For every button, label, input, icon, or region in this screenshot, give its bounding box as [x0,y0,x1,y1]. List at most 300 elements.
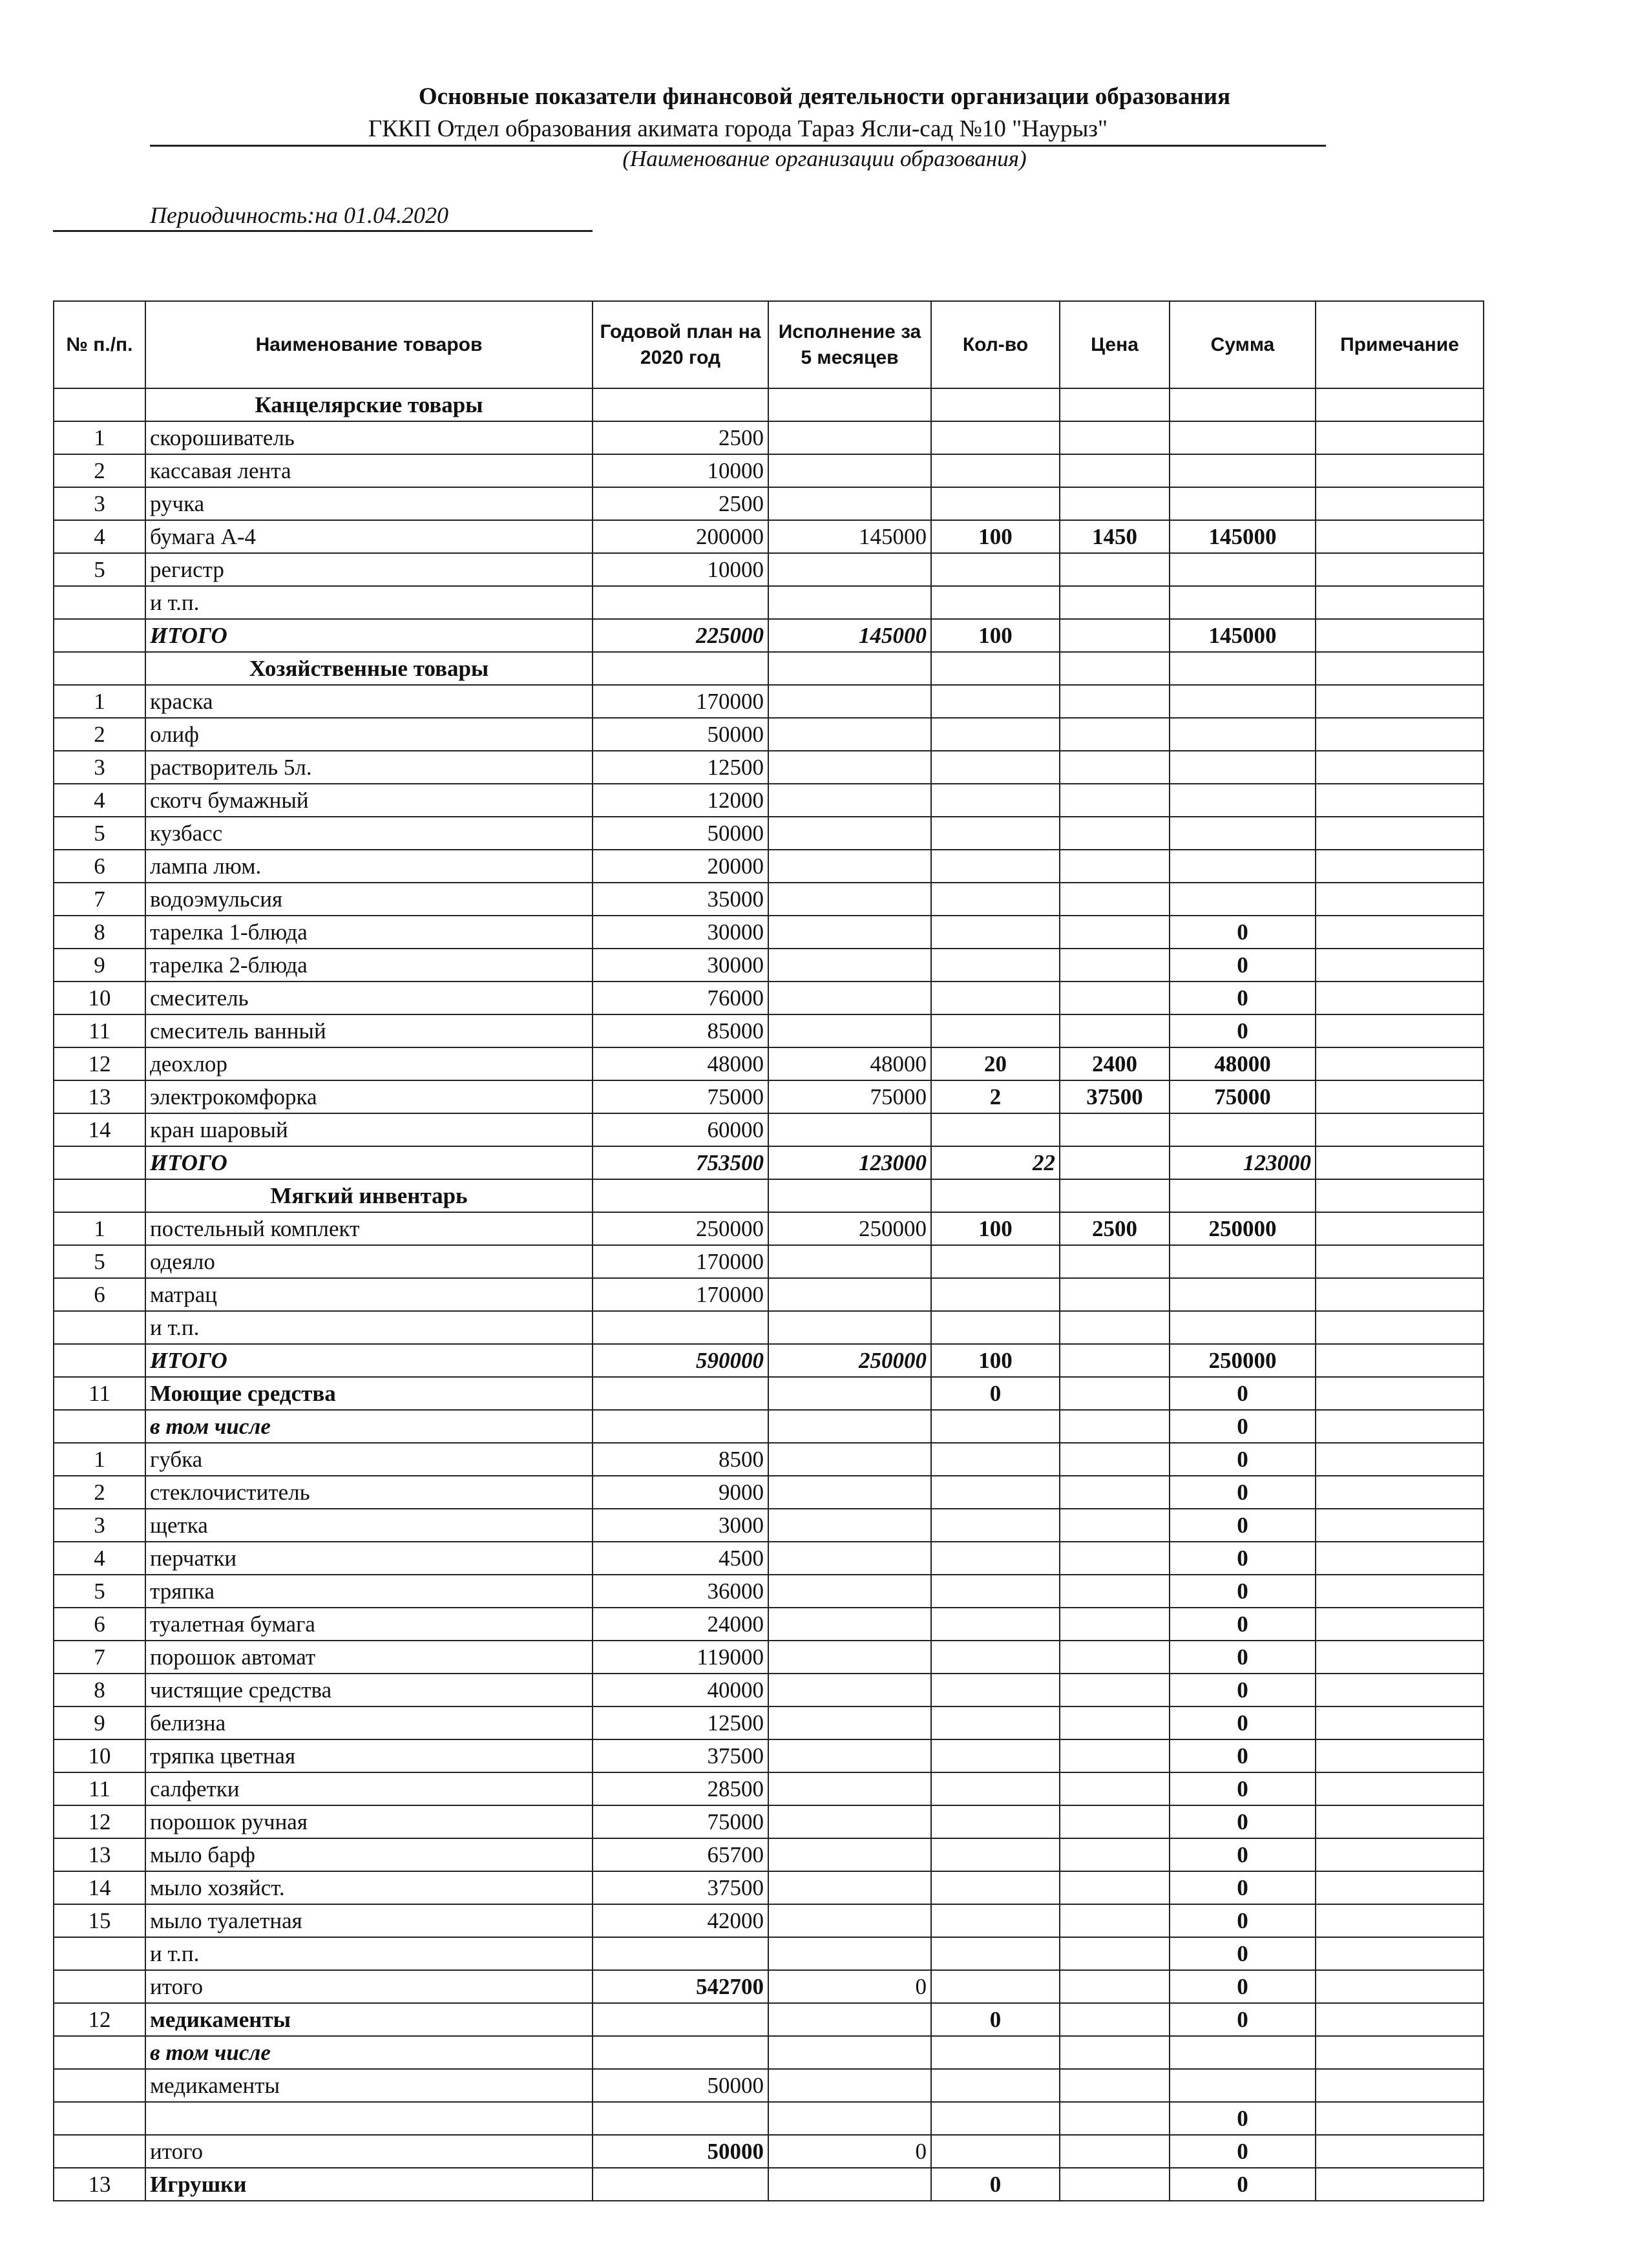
table-row [54,1179,1484,1212]
col-header-no: № п./п. [54,301,145,388]
cell-sum: 0 [1170,2102,1316,2135]
cell-sum: 0 [1170,2003,1316,2036]
cell-no: 11 [54,1014,145,1047]
cell-no: 3 [54,751,145,784]
cell-qty [931,586,1060,619]
cell-sum [1170,685,1316,718]
table-row [54,883,1484,916]
cell-price [1060,2135,1170,2168]
cell-no [54,619,145,652]
cell-note [1316,718,1484,751]
cell-note [1316,652,1484,685]
cell-no: 5 [54,553,145,586]
cell-sum: 0 [1170,1608,1316,1641]
cell-note [1316,1047,1484,1080]
cell-note [1316,1113,1484,1146]
cell-sum: 0 [1170,982,1316,1014]
cell-price [1060,1805,1170,1838]
cell-plan: 170000 [593,1245,768,1278]
cell-no: 2 [54,454,145,487]
cell-note [1316,1970,1484,2003]
table-row [54,1311,1484,1344]
cell-name: мыло туалетная [145,1904,593,1937]
cell-name: ИТОГО [145,1344,593,1377]
cell-name: Мягкий инвентарь [145,1179,593,1212]
cell-no: 2 [54,1476,145,1509]
cell-qty [931,487,1060,520]
table-row [54,1838,1484,1871]
cell-name: ручка [145,487,593,520]
cell-no: 6 [54,1278,145,1311]
cell-no: 6 [54,1608,145,1641]
cell-plan: 542700 [593,1970,768,2003]
cell-exec [768,1113,931,1146]
cell-name: электрокомфорка [145,1080,593,1113]
cell-no: 4 [54,784,145,817]
cell-qty [931,1904,1060,1937]
cell-exec: 145000 [768,520,931,553]
cell-name: кран шаровый [145,1113,593,1146]
cell-exec [768,1476,931,1509]
cell-no: 5 [54,1245,145,1278]
cell-name: медикаменты [145,2069,593,2102]
cell-qty: 20 [931,1047,1060,1080]
cell-note [1316,388,1484,421]
cell-qty [931,1772,1060,1805]
table-row [54,2135,1484,2168]
cell-name: матрац [145,1278,593,1311]
cell-plan: 50000 [593,2069,768,2102]
cell-qty [931,784,1060,817]
table-row [54,850,1484,883]
cell-plan: 75000 [593,1805,768,1838]
cell-sum: 0 [1170,1410,1316,1443]
cell-price [1060,784,1170,817]
table-row [54,1278,1484,1311]
cell-qty: 100 [931,1212,1060,1245]
cell-no: 8 [54,1674,145,1706]
cell-note [1316,916,1484,949]
cell-sum: 0 [1170,1904,1316,1937]
cell-plan: 590000 [593,1344,768,1377]
cell-qty [931,916,1060,949]
cell-note [1316,454,1484,487]
cell-exec [768,916,931,949]
cell-qty [931,1674,1060,1706]
cell-exec [768,1311,931,1344]
cell-sum [1170,850,1316,883]
cell-sum [1170,553,1316,586]
cell-name: скорошиватель [145,421,593,454]
cell-price [1060,685,1170,718]
cell-plan: 12500 [593,751,768,784]
cell-exec [768,1739,931,1772]
cell-no: 6 [54,850,145,883]
cell-sum: 0 [1170,1871,1316,1904]
table-row [54,454,1484,487]
cell-sum: 123000 [1170,1146,1316,1179]
cell-qty [931,1113,1060,1146]
cell-price [1060,1146,1170,1179]
cell-plan: 225000 [593,619,768,652]
cell-sum: 0 [1170,1838,1316,1871]
cell-exec: 145000 [768,619,931,652]
cell-note [1316,1772,1484,1805]
cell-price [1060,850,1170,883]
cell-sum [1170,1113,1316,1146]
cell-plan: 2500 [593,487,768,520]
cell-no [54,1311,145,1344]
cell-sum: 0 [1170,1542,1316,1575]
cell-plan: 12000 [593,784,768,817]
cell-note [1316,1739,1484,1772]
cell-sum: 0 [1170,1674,1316,1706]
cell-price [1060,2036,1170,2069]
cell-plan [593,1311,768,1344]
cell-name: деохлор [145,1047,593,1080]
cell-name: итого [145,2135,593,2168]
table-row [54,2036,1484,2069]
cell-note [1316,685,1484,718]
cell-price [1060,1245,1170,1278]
cell-sum [1170,1245,1316,1278]
cell-sum: 250000 [1170,1344,1316,1377]
table-row [54,421,1484,454]
table-row [54,1047,1484,1080]
table-row [54,718,1484,751]
table-row [54,949,1484,982]
cell-sum: 0 [1170,1014,1316,1047]
cell-no [54,2036,145,2069]
cell-no [54,1410,145,1443]
table-row [54,1080,1484,1113]
cell-plan: 10000 [593,553,768,586]
cell-plan: 36000 [593,1575,768,1608]
cell-plan [593,1410,768,1443]
cell-sum [1170,421,1316,454]
cell-sum: 0 [1170,1509,1316,1542]
cell-price [1060,751,1170,784]
cell-no: 1 [54,1212,145,1245]
cell-qty [931,1805,1060,1838]
cell-note [1316,817,1484,850]
table-row [54,1344,1484,1377]
cell-price [1060,2168,1170,2201]
cell-plan: 24000 [593,1608,768,1641]
table-row [54,685,1484,718]
cell-price [1060,388,1170,421]
cell-name: чистящие средства [145,1674,593,1706]
cell-qty: 2 [931,1080,1060,1113]
cell-sum: 0 [1170,949,1316,982]
cell-exec [768,2168,931,2201]
cell-price: 2400 [1060,1047,1170,1080]
cell-plan: 48000 [593,1047,768,1080]
cell-name: Игрушки [145,2168,593,2201]
cell-note [1316,421,1484,454]
cell-plan [593,586,768,619]
cell-exec [768,2102,931,2135]
cell-note [1316,1476,1484,1509]
table-body [54,388,1484,2201]
cell-exec: 75000 [768,1080,931,1113]
cell-plan: 30000 [593,916,768,949]
cell-sum [1170,751,1316,784]
cell-exec [768,388,931,421]
cell-sum: 250000 [1170,1212,1316,1245]
cell-price [1060,1410,1170,1443]
cell-plan: 2500 [593,421,768,454]
cell-price [1060,1871,1170,1904]
cell-name: кузбасс [145,817,593,850]
cell-no [54,1970,145,2003]
cell-sum [1170,1179,1316,1212]
cell-name: тарелка 1-блюда [145,916,593,949]
cell-no [54,2102,145,2135]
cell-no: 15 [54,1904,145,1937]
cell-price [1060,421,1170,454]
cell-note [1316,1608,1484,1641]
cell-name: медикаменты [145,2003,593,2036]
cell-qty [931,553,1060,586]
table-row [54,1146,1484,1179]
cell-qty [931,1014,1060,1047]
table-row [54,1674,1484,1706]
cell-price [1060,1509,1170,1542]
table-row [54,1706,1484,1739]
cell-exec [768,817,931,850]
cell-exec [768,1772,931,1805]
cell-note [1316,1278,1484,1311]
cell-note [1316,1311,1484,1344]
cell-price [1060,1739,1170,1772]
cell-sum: 48000 [1170,1047,1316,1080]
cell-exec [768,553,931,586]
cell-exec [768,2069,931,2102]
table-row [54,520,1484,553]
cell-sum [1170,784,1316,817]
cell-no: 5 [54,817,145,850]
cell-price [1060,2102,1170,2135]
cell-sum: 145000 [1170,619,1316,652]
cell-exec: 0 [768,2135,931,2168]
cell-sum: 0 [1170,1805,1316,1838]
cell-qty [931,817,1060,850]
cell-price [1060,916,1170,949]
cell-qty [931,982,1060,1014]
cell-note [1316,1443,1484,1476]
cell-note [1316,1674,1484,1706]
cell-exec [768,1245,931,1278]
cell-sum [1170,2069,1316,2102]
cell-price [1060,718,1170,751]
cell-qty: 100 [931,619,1060,652]
cell-plan: 20000 [593,850,768,883]
table-row [54,1772,1484,1805]
cell-qty [931,1509,1060,1542]
cell-plan: 37500 [593,1739,768,1772]
cell-exec [768,718,931,751]
cell-qty [931,1970,1060,2003]
cell-plan: 9000 [593,1476,768,1509]
cell-qty [931,2069,1060,2102]
cell-plan: 10000 [593,454,768,487]
table-row [54,982,1484,1014]
cell-exec [768,454,931,487]
cell-plan: 170000 [593,685,768,718]
cell-sum [1170,454,1316,487]
cell-qty [931,2036,1060,2069]
table-row [54,1410,1484,1443]
cell-sum [1170,388,1316,421]
cell-exec [768,2003,931,2036]
cell-price: 1450 [1060,520,1170,553]
cell-sum: 0 [1170,1443,1316,1476]
cell-no [54,1146,145,1179]
cell-note [1316,1805,1484,1838]
table-row [54,2168,1484,2201]
cell-note [1316,553,1484,586]
document-title: Основные показатели финансовой деятельности организации образования [418,83,1231,110]
cell-sum: 0 [1170,1937,1316,1970]
cell-price [1060,1344,1170,1377]
cell-name: стеклочиститель [145,1476,593,1509]
cell-price [1060,2003,1170,2036]
cell-qty [931,1542,1060,1575]
cell-no: 11 [54,1377,145,1410]
cell-price [1060,652,1170,685]
cell-exec [768,1179,931,1212]
cell-no [54,2069,145,2102]
cell-no [54,652,145,685]
cell-sum [1170,883,1316,916]
cell-price [1060,2069,1170,2102]
cell-price [1060,1772,1170,1805]
cell-price [1060,454,1170,487]
cell-name: смеситель ванный [145,1014,593,1047]
table-row [54,619,1484,652]
cell-name: салфетки [145,1772,593,1805]
cell-note [1316,1904,1484,1937]
cell-sum: 0 [1170,1706,1316,1739]
cell-no: 1 [54,1443,145,1476]
cell-name: туалетная бумага [145,1608,593,1641]
cell-sum: 75000 [1170,1080,1316,1113]
cell-name: щетка [145,1509,593,1542]
cell-qty: 22 [931,1146,1060,1179]
cell-qty [931,1706,1060,1739]
col-header-name: Наименование товаров [145,301,593,388]
cell-note [1316,2168,1484,2201]
cell-exec [768,586,931,619]
cell-exec [768,850,931,883]
cell-exec [768,784,931,817]
cell-price [1060,1443,1170,1476]
cell-no: 11 [54,1772,145,1805]
cell-qty [931,388,1060,421]
cell-plan: 50000 [593,817,768,850]
cell-note [1316,1542,1484,1575]
cell-exec: 123000 [768,1146,931,1179]
cell-note [1316,1575,1484,1608]
cell-no: 4 [54,520,145,553]
col-header-note: Примечание [1316,301,1484,388]
cell-qty [931,652,1060,685]
cell-no [54,1179,145,1212]
table-row [54,1542,1484,1575]
cell-qty [931,2102,1060,2135]
cell-plan [593,1377,768,1410]
cell-price [1060,1542,1170,1575]
cell-price [1060,586,1170,619]
cell-no: 1 [54,421,145,454]
cell-note [1316,949,1484,982]
table-row [54,1509,1484,1542]
col-header-qty: Кол-во [931,301,1060,388]
cell-plan: 37500 [593,1871,768,1904]
col-header-exec: Исполнение за 5 месяцев [768,301,931,388]
cell-sum [1170,652,1316,685]
cell-price [1060,553,1170,586]
cell-name: ИТОГО [145,1146,593,1179]
cell-no: 13 [54,1080,145,1113]
table-row [54,1970,1484,2003]
cell-sum: 0 [1170,1377,1316,1410]
cell-note [1316,1706,1484,1739]
cell-sum: 0 [1170,1641,1316,1674]
cell-exec [768,1904,931,1937]
cell-price [1060,1674,1170,1706]
cell-no: 10 [54,982,145,1014]
cell-price [1060,1311,1170,1344]
cell-note [1316,850,1484,883]
table-row [54,751,1484,784]
cell-note [1316,2036,1484,2069]
col-header-price: Цена [1060,301,1170,388]
cell-qty: 100 [931,520,1060,553]
table-row [54,1443,1484,1476]
cell-no: 1 [54,685,145,718]
table-row [54,1212,1484,1245]
table-row [54,1113,1484,1146]
cell-no: 13 [54,2168,145,2201]
cell-price: 2500 [1060,1212,1170,1245]
cell-name: тряпка цветная [145,1739,593,1772]
cell-plan: 85000 [593,1014,768,1047]
cell-name: Канцелярские товары [145,388,593,421]
cell-price [1060,1706,1170,1739]
cell-qty [931,1608,1060,1641]
cell-exec [768,1805,931,1838]
cell-name: Моющие средства [145,1377,593,1410]
cell-note [1316,982,1484,1014]
cell-qty: 0 [931,2168,1060,2201]
cell-note [1316,487,1484,520]
cell-qty [931,1739,1060,1772]
cell-qty: 0 [931,1377,1060,1410]
table-row [54,916,1484,949]
cell-name: лампа люм. [145,850,593,883]
table-row [54,586,1484,619]
cell-plan [593,2168,768,2201]
table-row [54,1805,1484,1838]
cell-plan: 4500 [593,1542,768,1575]
cell-no: 7 [54,1641,145,1674]
cell-name: белизна [145,1706,593,1739]
table-row [54,1245,1484,1278]
cell-note [1316,1377,1484,1410]
cell-qty [931,949,1060,982]
